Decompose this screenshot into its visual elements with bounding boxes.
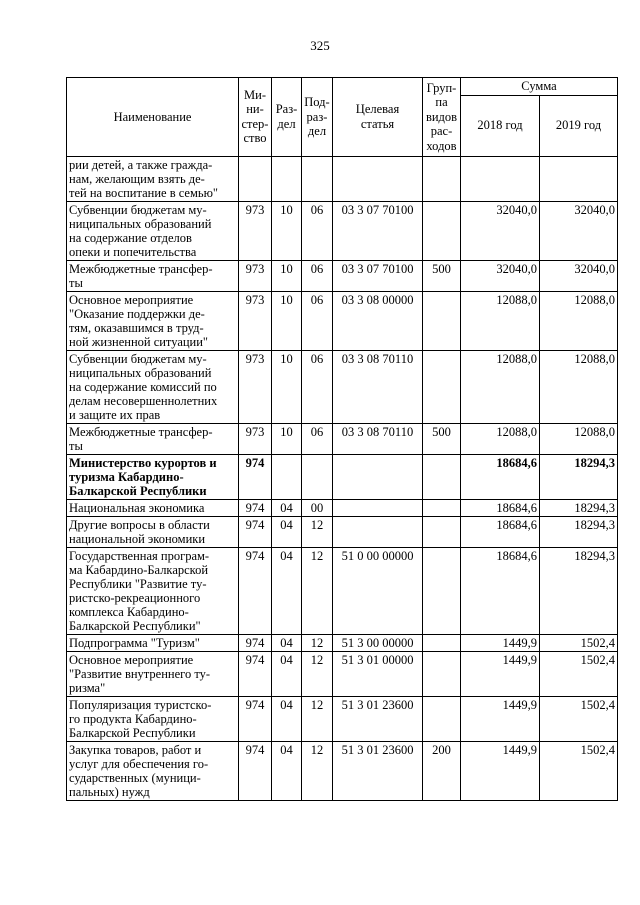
cell-target-article: 03 3 08 70110 bbox=[333, 423, 423, 454]
cell-section bbox=[272, 454, 302, 499]
cell-name: Другие вопросы в области национальной экономики bbox=[67, 516, 239, 547]
cell-section: 10 bbox=[272, 423, 302, 454]
cell-name: Межбюджетные трансфер- ты bbox=[67, 260, 239, 291]
cell-section: 04 bbox=[272, 741, 302, 800]
cell-ministry: 974 bbox=[239, 499, 272, 516]
cell-name: Межбюджетные трансфер- ты bbox=[67, 423, 239, 454]
cell-sum-2019: 18294,3 bbox=[540, 516, 618, 547]
header-target-article: Целевая статья bbox=[333, 78, 423, 157]
cell-sum-2019: 32040,0 bbox=[540, 201, 618, 260]
cell-expense-group bbox=[423, 696, 461, 741]
cell-name: Основное мероприятие "Развитие внутреннего ту- ризма" bbox=[67, 651, 239, 696]
cell-sum-2018: 12088,0 bbox=[461, 350, 540, 423]
cell-sum-2019: 1502,4 bbox=[540, 634, 618, 651]
cell-target-article: 51 3 01 23600 bbox=[333, 696, 423, 741]
cell-ministry: 973 bbox=[239, 291, 272, 350]
cell-sum-2019: 12088,0 bbox=[540, 291, 618, 350]
cell-expense-group bbox=[423, 516, 461, 547]
cell-expense-group bbox=[423, 156, 461, 201]
cell-target-article: 03 3 07 70100 bbox=[333, 201, 423, 260]
cell-section: 04 bbox=[272, 516, 302, 547]
header-name: Наименование bbox=[67, 78, 239, 157]
cell-expense-group bbox=[423, 634, 461, 651]
table-row bbox=[67, 741, 618, 800]
cell-subsection: 12 bbox=[302, 696, 333, 741]
cell-sum-2018: 1449,9 bbox=[461, 741, 540, 800]
cell-target-article: 03 3 08 70110 bbox=[333, 350, 423, 423]
cell-expense-group bbox=[423, 350, 461, 423]
cell-name: Национальная экономика bbox=[67, 499, 239, 516]
header-year-2018: 2018 год bbox=[461, 95, 540, 156]
cell-sum-2018: 1449,9 bbox=[461, 651, 540, 696]
table-row bbox=[67, 516, 618, 547]
cell-expense-group: 200 bbox=[423, 741, 461, 800]
cell-expense-group bbox=[423, 291, 461, 350]
cell-section bbox=[272, 156, 302, 201]
cell-expense-group bbox=[423, 547, 461, 634]
cell-subsection bbox=[302, 156, 333, 201]
cell-subsection: 12 bbox=[302, 634, 333, 651]
header-sum: Сумма bbox=[461, 78, 618, 96]
cell-name: Закупка товаров, работ и услуг для обеспечения го- сударственных (муници- пальных) нужд bbox=[67, 741, 239, 800]
cell-subsection: 06 bbox=[302, 260, 333, 291]
cell-expense-group: 500 bbox=[423, 423, 461, 454]
cell-target-article bbox=[333, 516, 423, 547]
cell-sum-2018: 18684,6 bbox=[461, 516, 540, 547]
cell-target-article: 51 3 00 00000 bbox=[333, 634, 423, 651]
cell-section: 04 bbox=[272, 547, 302, 634]
cell-sum-2019: 32040,0 bbox=[540, 260, 618, 291]
table-body bbox=[67, 156, 618, 800]
cell-sum-2019: 1502,4 bbox=[540, 696, 618, 741]
cell-name: Субвенции бюджетам му- ниципальных образований на содержание отделов опеки и попечительства bbox=[67, 201, 239, 260]
cell-target-article bbox=[333, 156, 423, 201]
table-row bbox=[67, 156, 618, 201]
cell-name: Субвенции бюджетам му- ниципальных образований на содержание комиссий по делам несовершеннолетних и защите их прав bbox=[67, 350, 239, 423]
cell-ministry bbox=[239, 156, 272, 201]
cell-subsection: 12 bbox=[302, 741, 333, 800]
table-row bbox=[67, 423, 618, 454]
cell-name: рии детей, а также гражда- нам, желающим взять де- тей на воспитание в семью" bbox=[67, 156, 239, 201]
cell-subsection: 12 bbox=[302, 651, 333, 696]
header-ministry: Ми- ни- стер- ство bbox=[239, 78, 272, 157]
cell-expense-group bbox=[423, 454, 461, 499]
cell-section: 10 bbox=[272, 350, 302, 423]
cell-sum-2018: 1449,9 bbox=[461, 696, 540, 741]
table-row bbox=[67, 547, 618, 634]
cell-ministry: 974 bbox=[239, 454, 272, 499]
cell-ministry: 974 bbox=[239, 634, 272, 651]
cell-target-article: 51 3 01 00000 bbox=[333, 651, 423, 696]
page-number: 325 bbox=[310, 38, 330, 53]
cell-expense-group bbox=[423, 499, 461, 516]
cell-section: 04 bbox=[272, 651, 302, 696]
cell-section: 10 bbox=[272, 260, 302, 291]
cell-name: Популяризация туристско- го продукта Кабардино- Балкарской Республики bbox=[67, 696, 239, 741]
table-row bbox=[67, 696, 618, 741]
cell-ministry: 974 bbox=[239, 696, 272, 741]
cell-section: 04 bbox=[272, 499, 302, 516]
cell-target-article bbox=[333, 499, 423, 516]
cell-target-article: 51 0 00 00000 bbox=[333, 547, 423, 634]
cell-subsection: 12 bbox=[302, 516, 333, 547]
cell-section: 04 bbox=[272, 634, 302, 651]
cell-subsection: 00 bbox=[302, 499, 333, 516]
table-row bbox=[67, 651, 618, 696]
cell-sum-2019: 12088,0 bbox=[540, 423, 618, 454]
header-row bbox=[67, 78, 618, 96]
cell-name: Подпрограмма "Туризм" bbox=[67, 634, 239, 651]
cell-section: 10 bbox=[272, 201, 302, 260]
cell-section: 04 bbox=[272, 696, 302, 741]
cell-sum-2019: 18294,3 bbox=[540, 454, 618, 499]
cell-sum-2018: 32040,0 bbox=[461, 201, 540, 260]
cell-expense-group bbox=[423, 651, 461, 696]
cell-ministry: 974 bbox=[239, 741, 272, 800]
cell-sum-2019: 12088,0 bbox=[540, 350, 618, 423]
table-row bbox=[67, 201, 618, 260]
cell-subsection: 06 bbox=[302, 291, 333, 350]
cell-sum-2018: 1449,9 bbox=[461, 634, 540, 651]
header-expense-group: Груп- па видов рас- ходов bbox=[423, 78, 461, 157]
cell-target-article bbox=[333, 454, 423, 499]
cell-subsection bbox=[302, 454, 333, 499]
cell-sum-2019: 18294,3 bbox=[540, 547, 618, 634]
cell-name: Государственная програм- ма Кабардино-Балкарской Республики "Развитие ту- ристско-рекреационного комплекса Кабардино- Балкарской Республики" bbox=[67, 547, 239, 634]
table-row bbox=[67, 634, 618, 651]
cell-ministry: 973 bbox=[239, 350, 272, 423]
cell-sum-2019 bbox=[540, 156, 618, 201]
cell-section: 10 bbox=[272, 291, 302, 350]
table-row bbox=[67, 350, 618, 423]
cell-sum-2018: 12088,0 bbox=[461, 291, 540, 350]
cell-sum-2018: 18684,6 bbox=[461, 454, 540, 499]
cell-sum-2018: 12088,0 bbox=[461, 423, 540, 454]
cell-sum-2018: 18684,6 bbox=[461, 547, 540, 634]
cell-target-article: 51 3 01 23600 bbox=[333, 741, 423, 800]
budget-table bbox=[66, 77, 618, 801]
table-row bbox=[67, 260, 618, 291]
cell-subsection: 12 bbox=[302, 547, 333, 634]
cell-ministry: 974 bbox=[239, 651, 272, 696]
cell-sum-2019: 1502,4 bbox=[540, 741, 618, 800]
cell-subsection: 06 bbox=[302, 350, 333, 423]
cell-ministry: 973 bbox=[239, 201, 272, 260]
header-subsection: Под- раз- дел bbox=[302, 78, 333, 157]
cell-subsection: 06 bbox=[302, 423, 333, 454]
cell-target-article: 03 3 08 00000 bbox=[333, 291, 423, 350]
cell-name: Основное мероприятие "Оказание поддержки де- тям, оказавшимся в труд- ной жизненной ситуации" bbox=[67, 291, 239, 350]
table-row bbox=[67, 454, 618, 499]
table-row bbox=[67, 291, 618, 350]
table-row bbox=[67, 499, 618, 516]
cell-ministry: 974 bbox=[239, 516, 272, 547]
header-year-2019: 2019 год bbox=[540, 95, 618, 156]
cell-target-article: 03 3 07 70100 bbox=[333, 260, 423, 291]
cell-sum-2018: 32040,0 bbox=[461, 260, 540, 291]
cell-ministry: 974 bbox=[239, 547, 272, 634]
cell-expense-group: 500 bbox=[423, 260, 461, 291]
cell-subsection: 06 bbox=[302, 201, 333, 260]
cell-sum-2018 bbox=[461, 156, 540, 201]
cell-sum-2018: 18684,6 bbox=[461, 499, 540, 516]
cell-sum-2019: 1502,4 bbox=[540, 651, 618, 696]
cell-ministry: 973 bbox=[239, 423, 272, 454]
cell-sum-2019: 18294,3 bbox=[540, 499, 618, 516]
header-section: Раз- дел bbox=[272, 78, 302, 157]
cell-ministry: 973 bbox=[239, 260, 272, 291]
cell-expense-group bbox=[423, 201, 461, 260]
cell-name: Министерство курортов и туризма Кабардино- Балкарской Республики bbox=[67, 454, 239, 499]
